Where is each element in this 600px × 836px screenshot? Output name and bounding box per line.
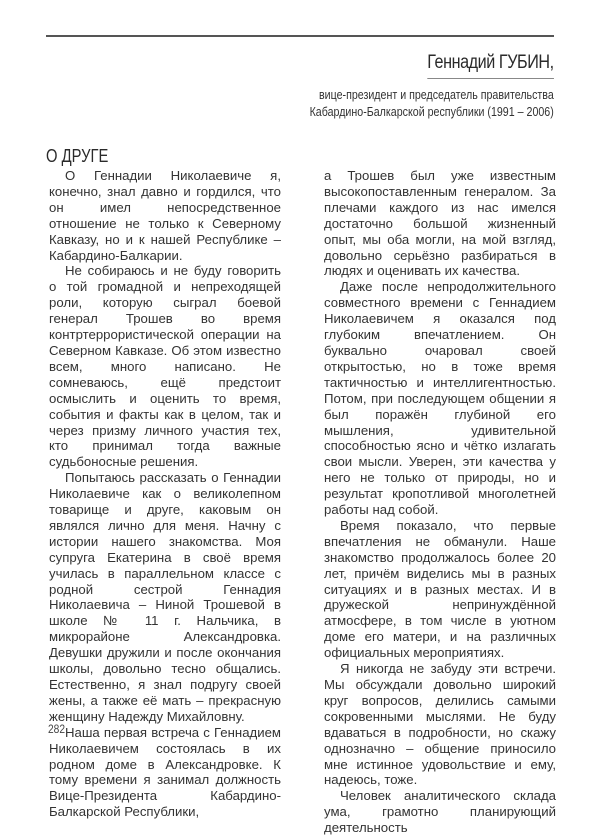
top-divider-rule [46,35,554,37]
paragraph: Попытаюсь рассказать о Геннадии Николаевиче как о великолепном товарище и друге, каковым он являлся лично для меня. Начну с истории нашего знакомства. Моя супруга Екатерина в своё время училась в параллельном классе с родной сестрой Геннадия Николаевича – Ниной Трошевой в школе № 11 г. Нальчика, в микрорайоне Александровка. Девушки дружили и после окончания школы, довольно тесно общались. Естественно, я знал подругу своей жены, а также её мать – прекрасную женщину Надежду Михайловну. [49,470,281,724]
paragraph: Время показало, что первые впечатления не обманули. Наше знакомство продолжалось более 20 лет, причём виделись мы в разных ситуациях и в разных местах. И в дружеской непринуждённой атмосфере, в том числе в уютном доме его матери, и на различных официальных мероприятиях. [324,517,556,661]
left-column [49,168,281,820]
article-title: О ДРУГЕ [46,146,109,166]
author-name: Геннадий ГУБИН, [428,52,554,79]
author-role-line2: Кабардино-Балкарской республики (1991 – 2006) [309,104,554,119]
paragraph: Наша первая встреча с Геннадием Николаевичем состоялась в их родном доме в Александровке. К тому времени я занимал должность Вице-Президента Кабардино-Балкарской Республики, [49,724,281,820]
paragraph: О Геннадии Николаевиче я, конечно, знал давно и гордился, что он имел непосредственное отношение не только к Северному Кавказу, но и к нашей Республике – Кабардино-Балкарии. [49,168,281,263]
paragraph: Я никогда не забуду эти встречи. Мы обсуждали довольно широкий круг вопросов, делились самыми сокровенными мыслями. Не буду вдаваться в подробности, но скажу однозначно – общение приносило мне истинное удовольствие и ему, надеюсь, тоже. [324,661,556,788]
author-role-line1: вице-президент и председатель правительства [319,87,554,102]
paragraph: Человек аналитического склада ума, грамотно планирующий деятельность [324,788,556,836]
paragraph-continued: а Трошев был уже известным высокопоставленным генералом. За плечами каждого из нас имелся достаточно большой жизненный опыт, мы оба могли, на мой взгляд, довольно серьёзно разбираться в людях и оценивать их качества. [324,168,556,279]
paragraph: Не собираюсь и не буду говорить о той громадной и непреходящей роли, которую сыграл боевой генерал Трошев во время контртеррористической операции на Северном Кавказе. Об этом известно всем, много написано. Не сомневаюсь, ещё предстоит осмыслить и оценить то время, события и факты как в целом, так и через призму личного участия тех, кто принимал тогда важные судьбоносные решения. [49,263,281,470]
paragraph: Даже после непродолжительного совместного времени с Геннадием Николаевичем я оказался под глубоким впечатлением. Он буквально очаровал своей открытостью, но в тоже время тактичностью и интеллигентностью. Потом, при последующем общении я был поражён глубиной его мышления, удивительной способностью ясно и чётко излагать свои мысли. Уверен, эти качества у него не только от природы, но и результат кропотливой многолетней работы над собой. [324,279,556,518]
right-column [324,168,556,836]
page-number: 282 [48,722,66,736]
author-role [310,86,554,120]
author-block [256,52,554,120]
